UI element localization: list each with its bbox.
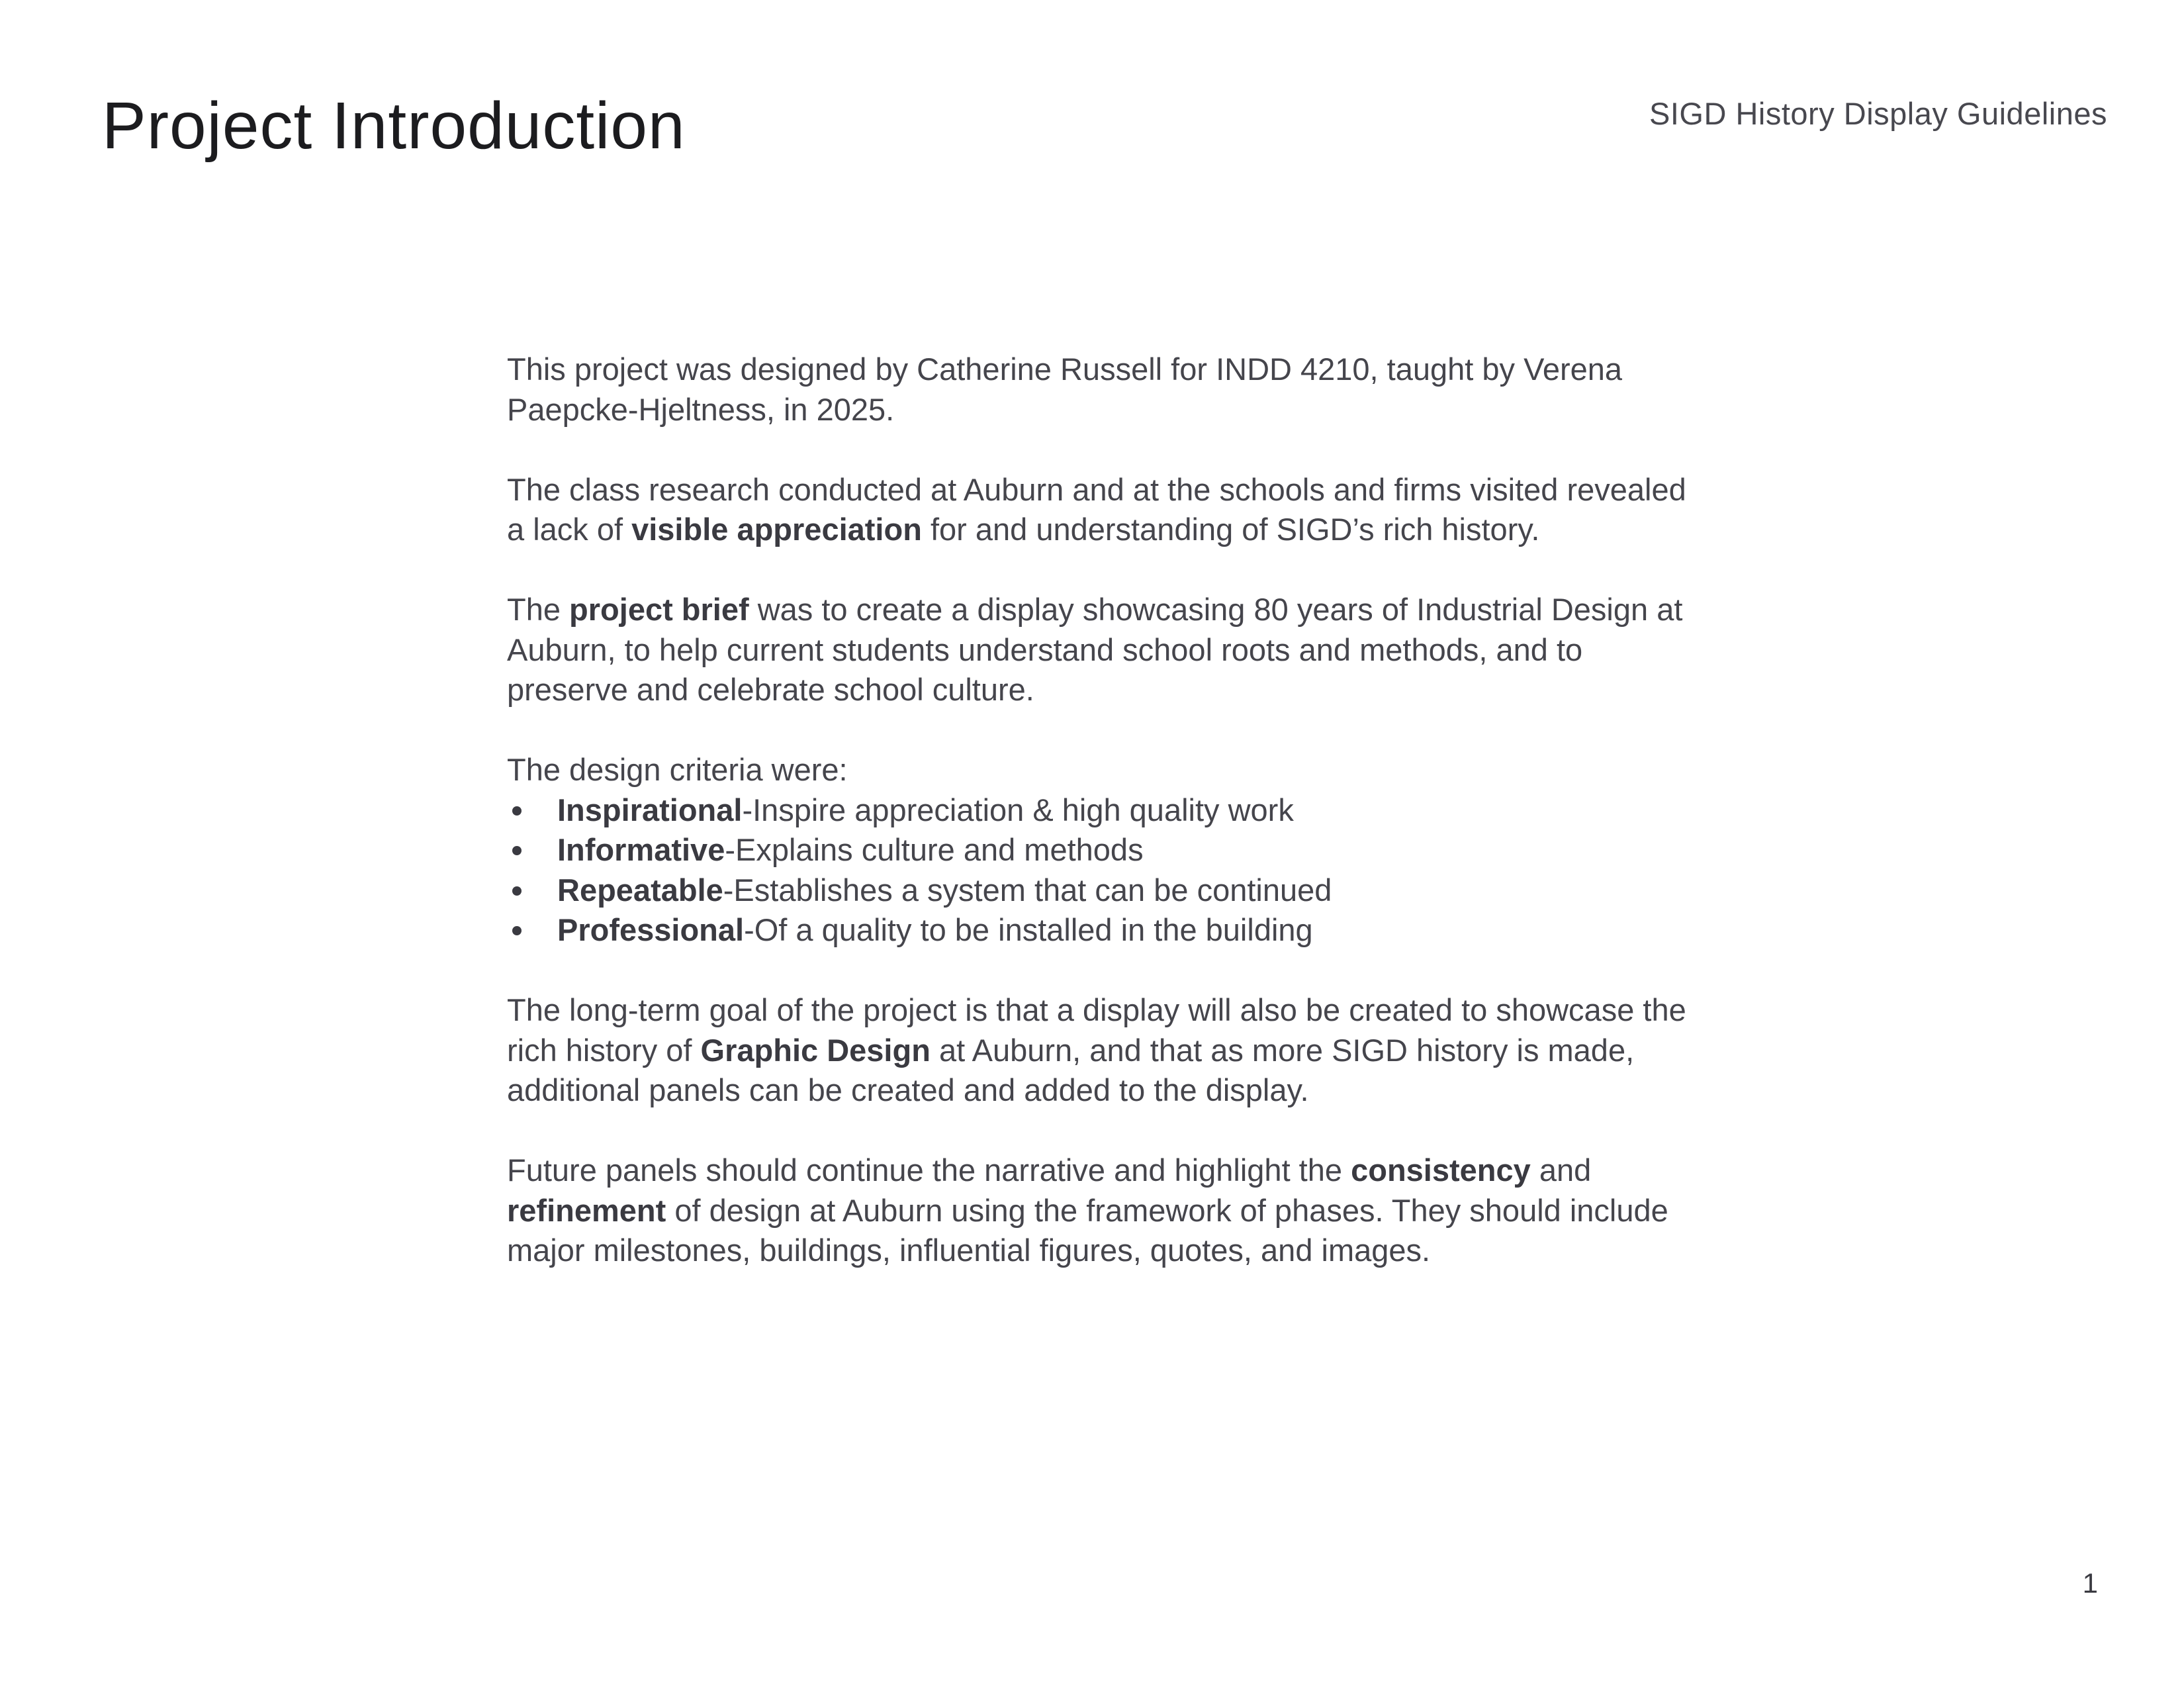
document-title: SIGD History Display Guidelines xyxy=(1649,96,2107,131)
goal-emphasis: Graphic Design xyxy=(700,1032,931,1068)
research-emphasis: visible appreciation xyxy=(631,512,922,547)
future-text-end: of design at Auburn using the framework of phases. They should include major milestones, buildings, influential figures, quotes, and images. xyxy=(507,1192,1668,1268)
future-emphasis-consistency: consistency xyxy=(1351,1152,1531,1188)
criteria-desc: -Of a quality to be installed in the building xyxy=(744,912,1313,947)
brief-text-end: was to create a display showcasing 80 years of Industrial Design at Auburn, to help current students understand school roots and methods, and to preserve and celebrate school culture. xyxy=(507,592,1683,707)
brief-text: The xyxy=(507,592,570,627)
future-emphasis-refinement: refinement xyxy=(507,1192,666,1228)
brief-emphasis: project brief xyxy=(569,592,749,627)
page-title: Project Introduction xyxy=(102,89,686,163)
future-paragraph xyxy=(507,1150,1711,1271)
goal-text: The long-term goal of the project is that a display will also be created to showcase the rich history of xyxy=(507,992,1686,1068)
criteria-item xyxy=(507,910,1711,951)
goal-paragraph xyxy=(507,990,1711,1111)
future-text: Future panels should continue the narrative and highlight the xyxy=(507,1152,1351,1188)
brief-paragraph xyxy=(507,590,1711,710)
criteria-desc: -Establishes a system that can be continued xyxy=(723,872,1332,908)
criteria-item xyxy=(507,870,1711,911)
criteria-desc: -Inspire appreciation & high quality work xyxy=(742,792,1294,827)
criteria-heading: The design criteria were: xyxy=(507,752,848,787)
criteria-item xyxy=(507,830,1711,870)
criteria-term: Professional xyxy=(557,912,745,947)
future-text-mid: and xyxy=(1530,1152,1592,1188)
research-paragraph xyxy=(507,470,1711,550)
credit-paragraph: This project was designed by Catherine Russell for INDD 4210, taught by Verena Paepcke-Hjeltness, in 2025. xyxy=(507,352,1623,427)
criteria-list xyxy=(507,790,1711,951)
research-text: The class research conducted at Auburn and at the schools and firms visited revealed a lack of xyxy=(507,471,1686,547)
criteria-item xyxy=(507,790,1711,831)
criteria-term: Informative xyxy=(557,832,725,867)
page-number: 1 xyxy=(2082,1568,2098,1599)
body-content xyxy=(507,350,1711,1311)
criteria-term: Repeatable xyxy=(557,872,723,908)
criteria-desc: -Explains culture and methods xyxy=(725,832,1144,867)
research-text-end: for and understanding of SIGD’s rich history. xyxy=(921,512,1540,547)
goal-text-end: at Auburn, and that as more SIGD history is made, additional panels can be created and added to the display. xyxy=(507,1032,1635,1107)
criteria-term: Inspirational xyxy=(557,792,743,827)
